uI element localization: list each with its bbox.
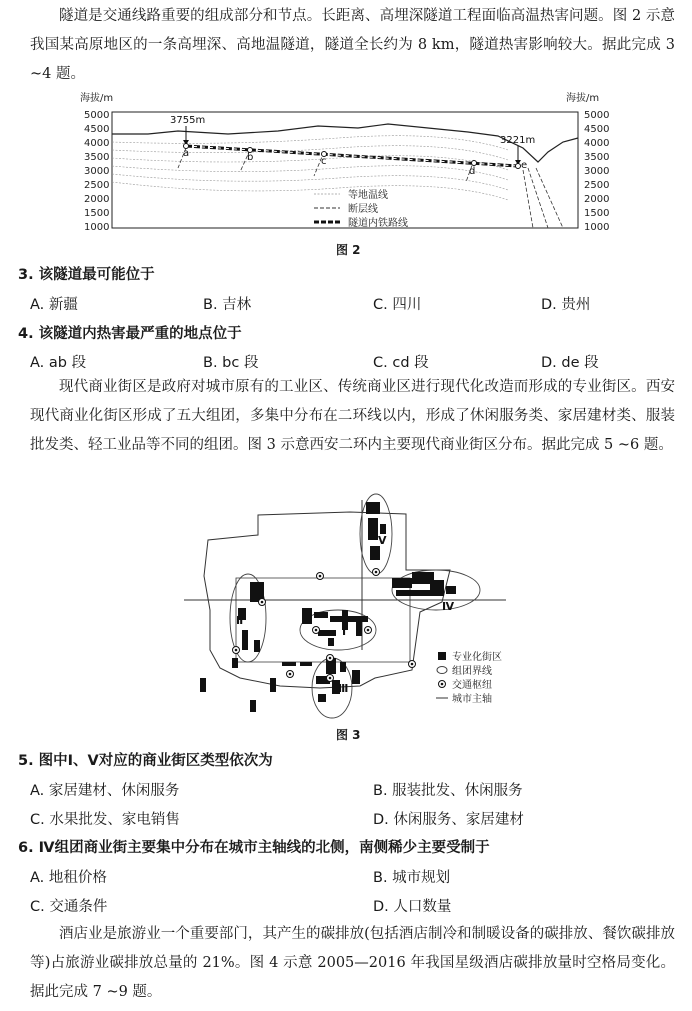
elevation-label-left: 3755m xyxy=(170,115,206,126)
elevation-label-right: 3221m xyxy=(500,135,536,146)
q3-option-d[interactable]: D. 贵州 xyxy=(541,297,591,313)
profile-frame xyxy=(112,112,578,228)
isotherm-lines xyxy=(112,136,508,200)
point-b: b xyxy=(247,152,254,163)
legend-fault: 断层线 xyxy=(348,204,378,215)
legend-tunnel-railway: 隧道内铁路线 xyxy=(348,218,408,229)
figure-2-legend xyxy=(314,188,408,229)
figure-3-xian-map xyxy=(180,490,520,720)
y-tick-right: 2000 xyxy=(584,194,610,205)
point-d: d xyxy=(469,166,476,177)
y-tick-right: 2500 xyxy=(584,180,610,191)
figure-2-caption: 图 2 xyxy=(336,243,361,257)
question-3-stem: 3. 该隧道最可能位于 xyxy=(18,267,155,283)
y-tick-right: 4500 xyxy=(584,124,610,135)
question-4-stem: 4. 该隧道内热害最严重的地点位于 xyxy=(18,326,242,342)
q5-option-d[interactable]: D. 休闲服务、家居建材 xyxy=(373,812,524,828)
question-6-stem: 6. Ⅳ组团商业街主要集中分布在城市主轴线的北侧，南侧稀少主要受制于 xyxy=(18,840,490,856)
q3-option-b[interactable]: B. 吉林 xyxy=(203,297,252,313)
q5-option-c[interactable]: C. 水果批发、家电销售 xyxy=(30,812,180,828)
y-tick-right: 4000 xyxy=(584,138,610,149)
group-label-i: Ⅰ xyxy=(342,625,347,638)
y-tick-left: 1500 xyxy=(84,208,110,219)
y-tick-left: 1000 xyxy=(84,222,110,233)
legend-group-boundary: 组团界线 xyxy=(452,666,492,677)
point-a: a xyxy=(183,148,190,159)
q3-option-a[interactable]: A. 新疆 xyxy=(30,297,78,313)
y-tick-left: 2000 xyxy=(84,194,110,205)
y-tick-right: 1000 xyxy=(584,222,610,233)
point-e: e xyxy=(521,160,528,171)
q3-option-c[interactable]: C. 四川 xyxy=(373,297,422,313)
q5-option-b[interactable]: B. 服装批发、休闲服务 xyxy=(373,783,523,799)
q6-option-c[interactable]: C. 交通条件 xyxy=(30,899,108,915)
q4-option-a[interactable]: A. ab 段 xyxy=(30,355,87,371)
group-label-iv: Ⅳ xyxy=(442,600,455,613)
intro-paragraph-hotel: 酒店业是旅游业一个重要部门，其产生的碳排放(包括酒店制冷和制暖设备的碳排放、餐饮碳排放等)占旅游业碳排放总量的 21%。图 4 示意 2005—2016 年我国星级酒店碳排放量时空格局变化。据此完成 7 ~9 题。 xyxy=(30,926,675,1000)
y-axis-title-right: 海拔/m xyxy=(566,93,600,104)
legend-specialized-district: 专业化街区 xyxy=(452,652,502,663)
y-tick-left: 5000 xyxy=(84,110,110,121)
figure-2-tunnel-profile xyxy=(78,90,618,235)
y-tick-left: 4000 xyxy=(84,138,110,149)
question-5-stem: 5. 图中Ⅰ、Ⅴ对应的商业街区类型依次为 xyxy=(18,753,273,769)
y-axis-title-left: 海拔/m xyxy=(80,93,114,104)
q6-option-d[interactable]: D. 人口数量 xyxy=(373,899,452,915)
y-tick-left: 3000 xyxy=(84,166,110,177)
fault-lines xyxy=(178,148,563,228)
y-tick-right: 5000 xyxy=(584,110,610,121)
q4-option-d[interactable]: D. de 段 xyxy=(541,355,599,371)
y-tick-left: 2500 xyxy=(84,180,110,191)
y-tick-right: 3500 xyxy=(584,152,610,163)
intro-paragraph-xian: 现代商业街区是政府对城市原有的工业区、传统商业区进行现代化改造而形成的专业街区。西安现代商业化街区形成了五大组团，多集中分布在二环线以内，形成了休闲服务类、家居建材类、服装批发类、轻工业品等不同的组团。图 3 示意西安二环内主要现代商业街区分布。据此完成 5 ~6 题。 xyxy=(30,379,675,453)
legend-transport-hub: 交通枢纽 xyxy=(452,680,492,691)
y-tick-right: 3000 xyxy=(584,166,610,177)
figure-3-caption: 图 3 xyxy=(336,728,361,742)
y-tick-left: 4500 xyxy=(84,124,110,135)
q6-option-b[interactable]: B. 城市规划 xyxy=(373,870,451,886)
legend-isotherm: 等地温线 xyxy=(348,190,388,201)
y-tick-right: 1500 xyxy=(584,208,610,219)
q5-option-a[interactable]: A. 家居建材、休闲服务 xyxy=(30,783,180,799)
group-label-ii: Ⅱ xyxy=(236,614,244,627)
point-c: c xyxy=(321,156,327,167)
figure-3-legend xyxy=(436,650,502,705)
q6-option-a[interactable]: A. 地租价格 xyxy=(30,870,107,886)
q4-option-c[interactable]: C. cd 段 xyxy=(373,355,429,371)
y-tick-left: 3500 xyxy=(84,152,110,163)
q4-option-b[interactable]: B. bc 段 xyxy=(203,355,259,371)
legend-city-main-axis: 城市主轴 xyxy=(452,694,492,705)
group-label-v: Ⅴ xyxy=(378,534,387,547)
intro-paragraph-tunnel: 隧道是交通线路重要的组成部分和节点。长距离、高埋深隧道工程面临高温热害问题。图 2 示意我国某高原地区的一条高埋深、高地温隧道，隧道全长约为 8 km，隧道热害影响较大。据此完成 3 ~4 题。 xyxy=(30,8,675,82)
group-label-iii: Ⅲ xyxy=(338,682,349,695)
